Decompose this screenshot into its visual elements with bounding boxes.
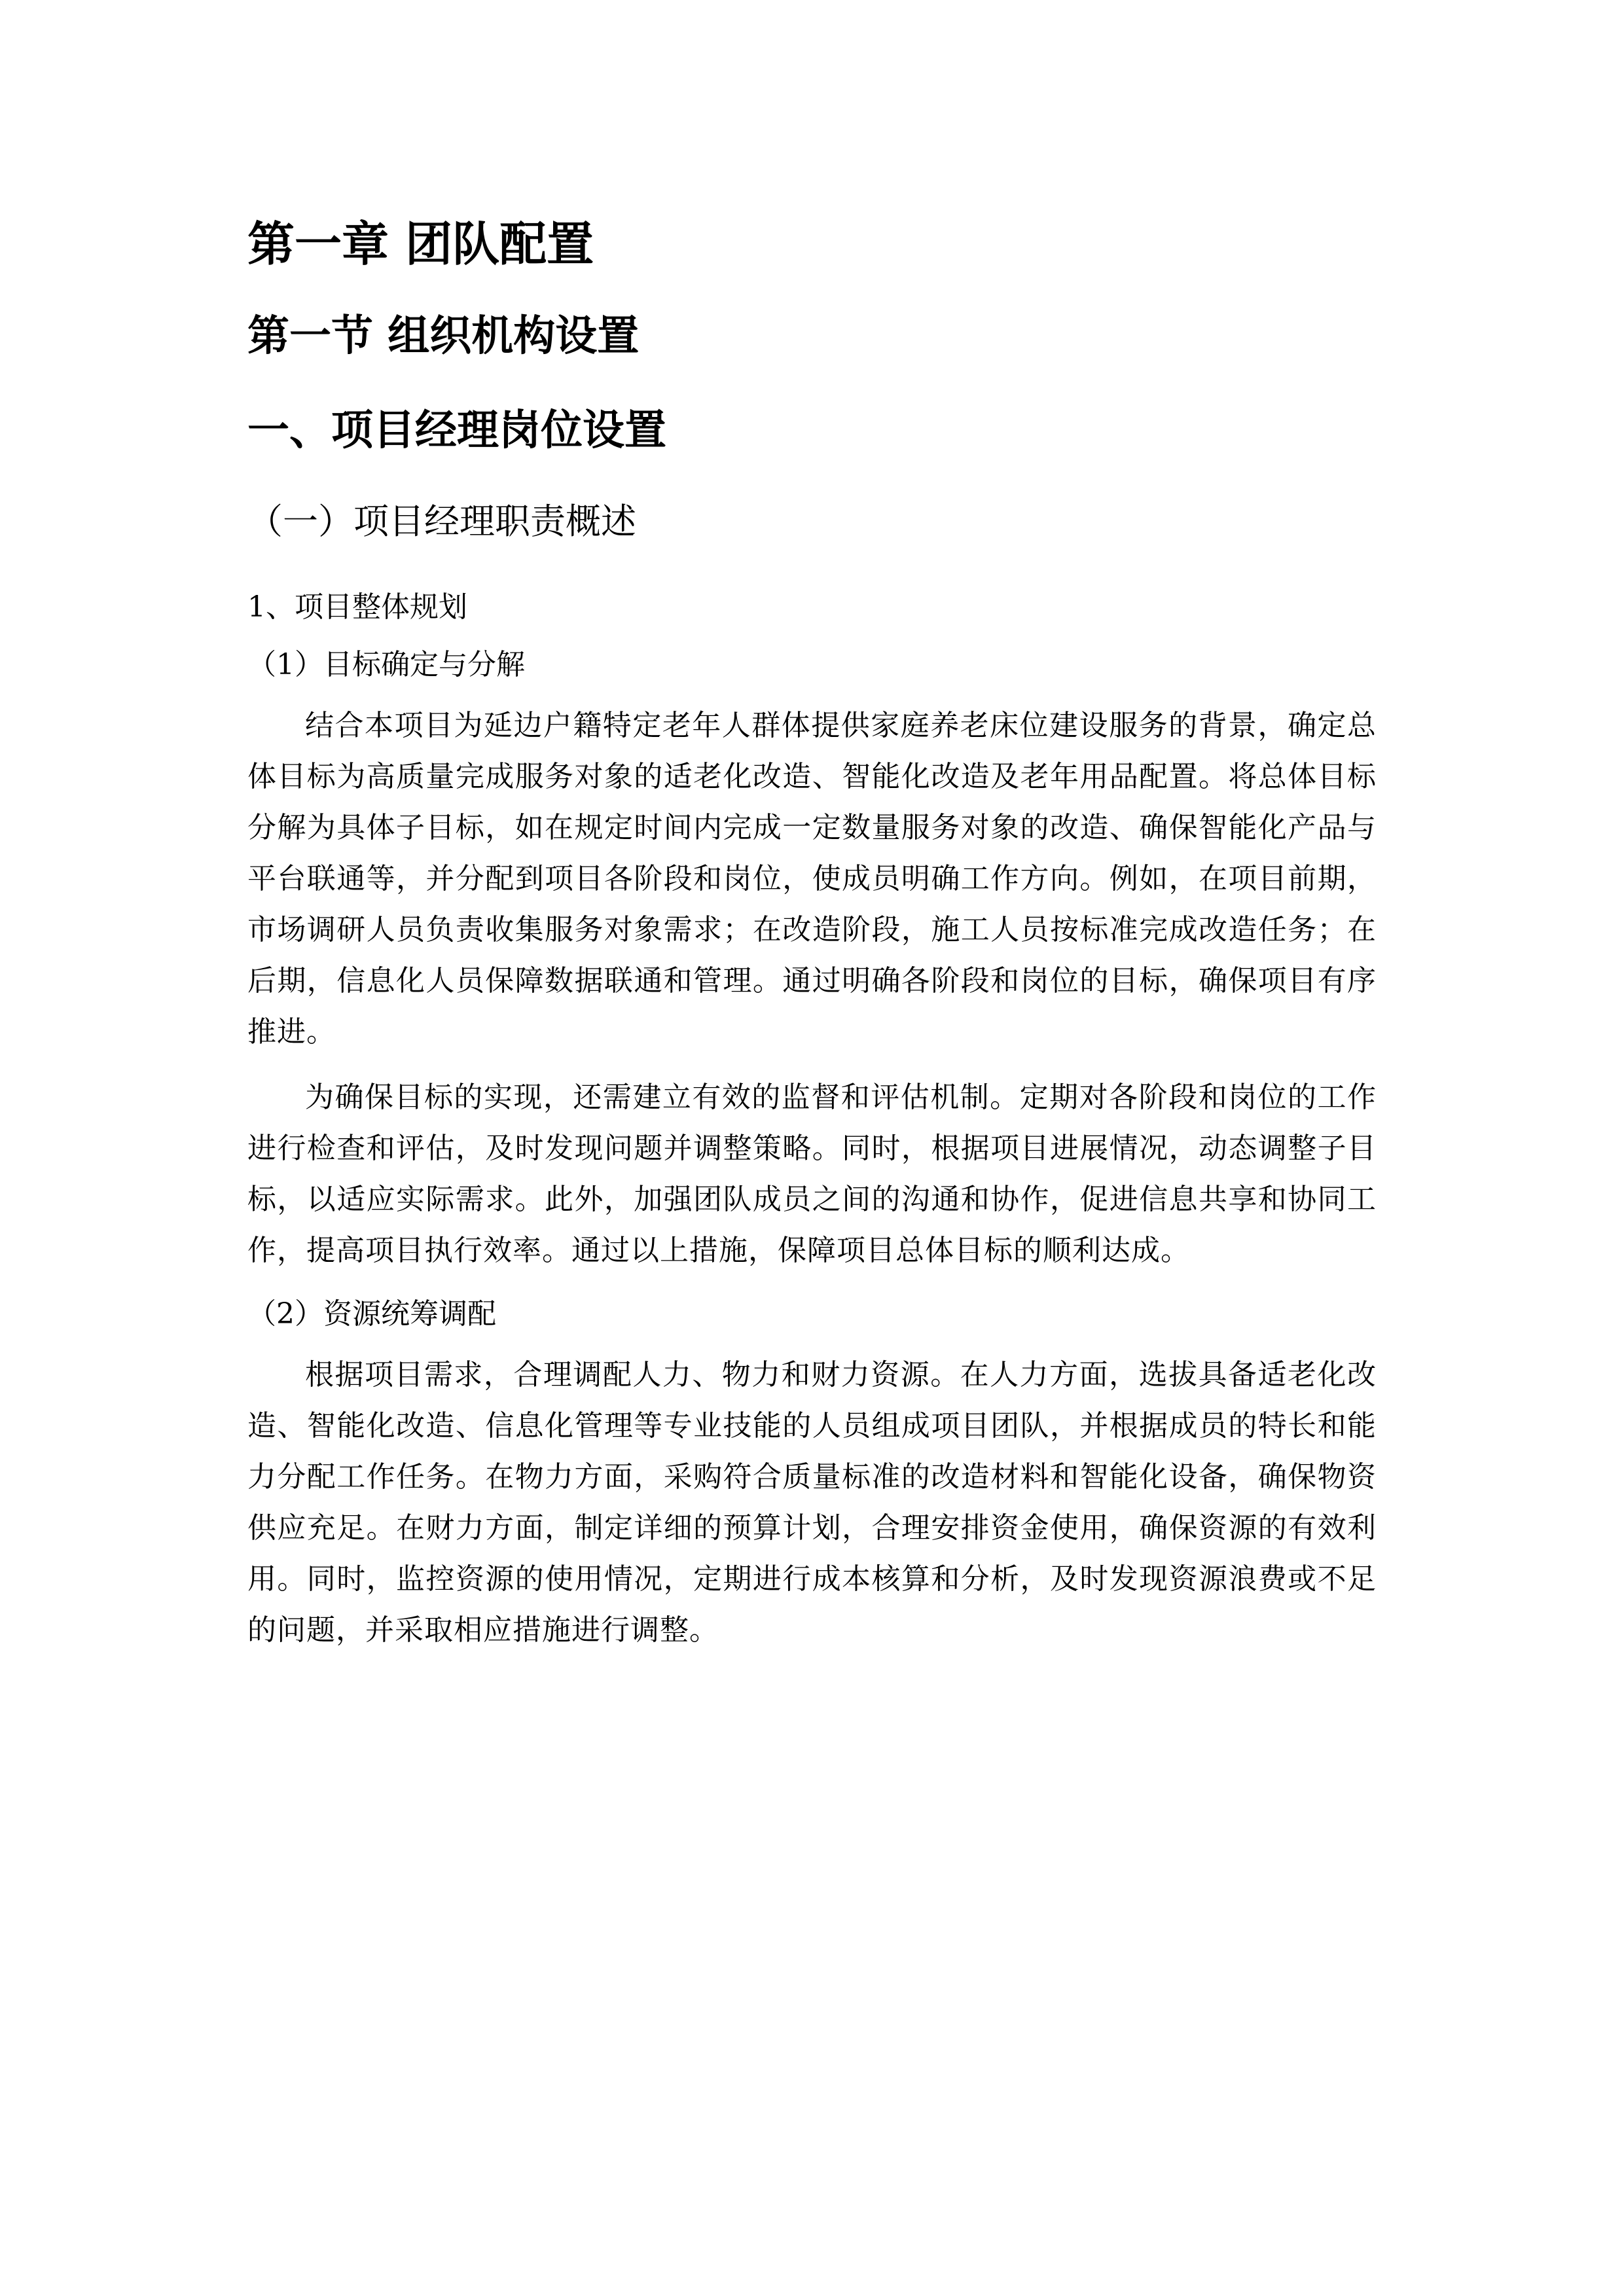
item-heading-overall-planning: 1、项目整体规划 — [247, 590, 467, 624]
paragraph-goal-setting-2: 为确保目标的实现，还需建立有效的监督和评估机制。定期对各阶段和岗位的工作进行检查和评估，及时发现问题并调整策略。同时，根据项目进展情况，动态调整子目标，以适应实际需求。此外，加强团队成员之间的沟通和协作，促进信息共享和协同工作，提高项目执行效率。通过以上措施，保障项目总体目标的顺利达成。 — [247, 1081, 1377, 1267]
item-heading-resource-allocation: （2）资源统筹调配 — [247, 1297, 496, 1331]
paragraph-goal-setting-1: 结合本项目为延边户籍特定老年人群体提供家庭养老床位建设服务的背景，确定总体目标为高质量完成服务对象的适老化改造、智能化改造及老年用品配置。将总体目标分解为具体子目标，如在规定时间内完成一定数量服务对象的改造、确保智能化产品与平台联通等，并分配到项目各阶段和岗位，使成员明确工作方向。例如，在项目前期，市场调研人员负责收集服务对象需求；在改造阶段，施工人员按标准完成改造任务；在后期，信息化人员保障数据联通和管理。通过明确各阶段和岗位的目标，确保项目有序推进。 — [247, 709, 1377, 1049]
item-heading-goal-setting: （1）目标确定与分解 — [247, 648, 525, 681]
page-content — [247, 208, 1377, 1670]
section-title: 第一节 组织机构设置 — [247, 312, 640, 361]
subsubsection-title: （一）项目经理职责概述 — [247, 501, 636, 542]
subsection-title: 一、项目经理岗位设置 — [247, 406, 666, 455]
paragraph-resource-allocation-1: 根据项目需求，合理调配人力、物力和财力资源。在人力方面，选拔具备适老化改造、智能化改造、信息化管理等专业技能的人员组成项目团队，并根据成员的特长和能力分配工作任务。在物力方面，采购符合质量标准的改造材料和智能化设备，确保物资供应充足。在财力方面，制定详细的预算计划，合理安排资金使用，确保资源的有效利用。同时，监控资源的使用情况，定期进行成本核算和分析，及时发现资源浪费或不足的问题，并采取相应措施进行调整。 — [247, 1358, 1377, 1647]
chapter-title: 第一章 团队配置 — [247, 217, 594, 272]
